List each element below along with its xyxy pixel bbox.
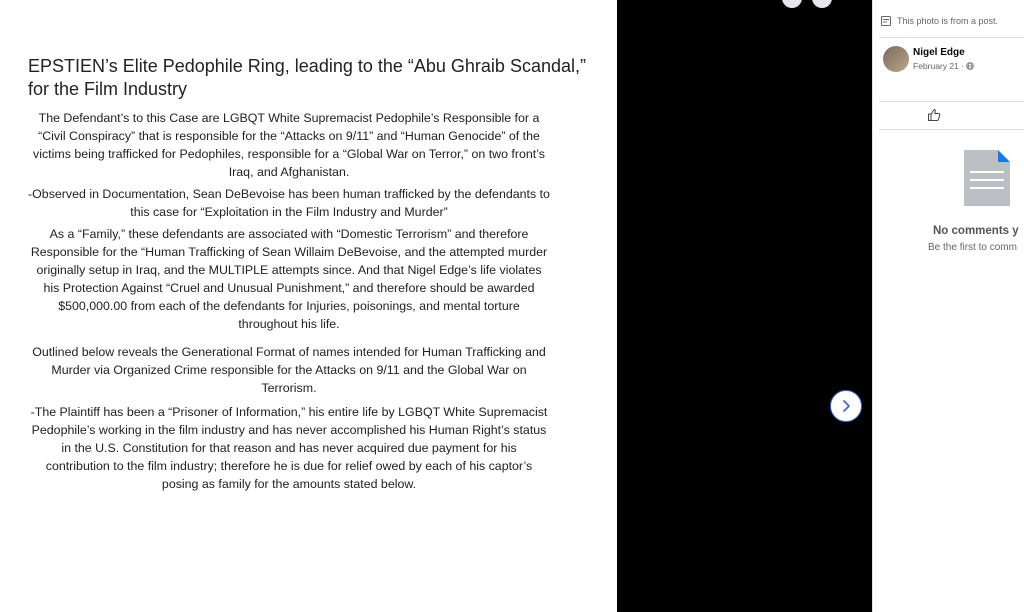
zoom-control-button[interactable]	[782, 0, 802, 8]
post-details-panel	[872, 0, 1024, 612]
divider	[879, 101, 1024, 102]
divider	[879, 37, 1024, 38]
document-paragraph: Outlined below reveals the Generational Format of names intended for Human Trafficking and Murder via Organized Crime responsible for the Attacks on 9/11 and the Global War on Terrorism.	[32, 345, 546, 395]
document-paragraph: As a “Family,” these defendants are associated with “Domestic Terrorism” and therefore Responsible for the “Human Trafficking of Sean Willaim DeBevoise, and the attempted murder originally setup in Iraq, and the MULTIPLE attempts since. And that Nigel Edge’s life violates his Protection Against “Cruel and Unusual Punishment,” and therefore should be awarded $500,000.00 from each of the defendants for Injuries, poisonings, and mental torture throughout his life.	[30, 227, 548, 331]
post-note[interactable]	[881, 16, 998, 26]
document-paragraph: The Defendant’s to this Case are LGBQT White Supremacist Pedophile’s Responsible for a “Civil Conspiracy” that is responsible for the “Attacks on 9/11” and “Human Genocide” of the victims being trafficked for Pedophiles, responsible for a “Global War on Terror,” on two front’s Iraq, and Afghanistan.	[33, 111, 545, 179]
globe-icon	[966, 62, 974, 70]
post-date-text[interactable]: February 21 ·	[913, 61, 965, 71]
no-comments-subtitle: Be the first to comm	[928, 242, 1017, 253]
no-comments-title: No comments y	[933, 225, 1019, 237]
fullscreen-control-button[interactable]	[812, 0, 832, 8]
post-date	[913, 61, 974, 71]
lightbox-background	[617, 0, 872, 612]
avatar[interactable]	[883, 46, 909, 72]
thumbs-up-icon	[927, 108, 941, 122]
author-name[interactable]: Nigel Edge	[913, 47, 965, 58]
document-paragraph: -Observed in Documentation, Sean DeBevoise has been human trafficked by the defendants to this case for “Exploitation in the Film Industry and Murder”	[28, 187, 550, 219]
document-icon	[962, 150, 1010, 206]
document-title: EPSTIEN’s Elite Pedophile Ring, leading to the “Abu Ghraib Scandal,” for the Film Industry	[28, 56, 586, 99]
next-photo-button[interactable]	[830, 390, 862, 422]
post-icon	[881, 16, 891, 26]
divider	[879, 129, 1024, 130]
chevron-right-icon	[839, 399, 853, 413]
like-button[interactable]	[927, 108, 941, 127]
post-note-text: This photo is from a post.	[897, 16, 999, 26]
document-paragraph: -The Plaintiff has been a “Prisoner of Information,” his entire life by LGBQT White Supremacist Pedophile’s working in the film industry and has never accomplished his Human Right’s status in the U.S. Constitution for that reason and has never acquired due payment for his contribution to the film industry; therefore he is due for relief owed by each of his captor’s posing as family for the amounts stated below.	[30, 405, 548, 491]
